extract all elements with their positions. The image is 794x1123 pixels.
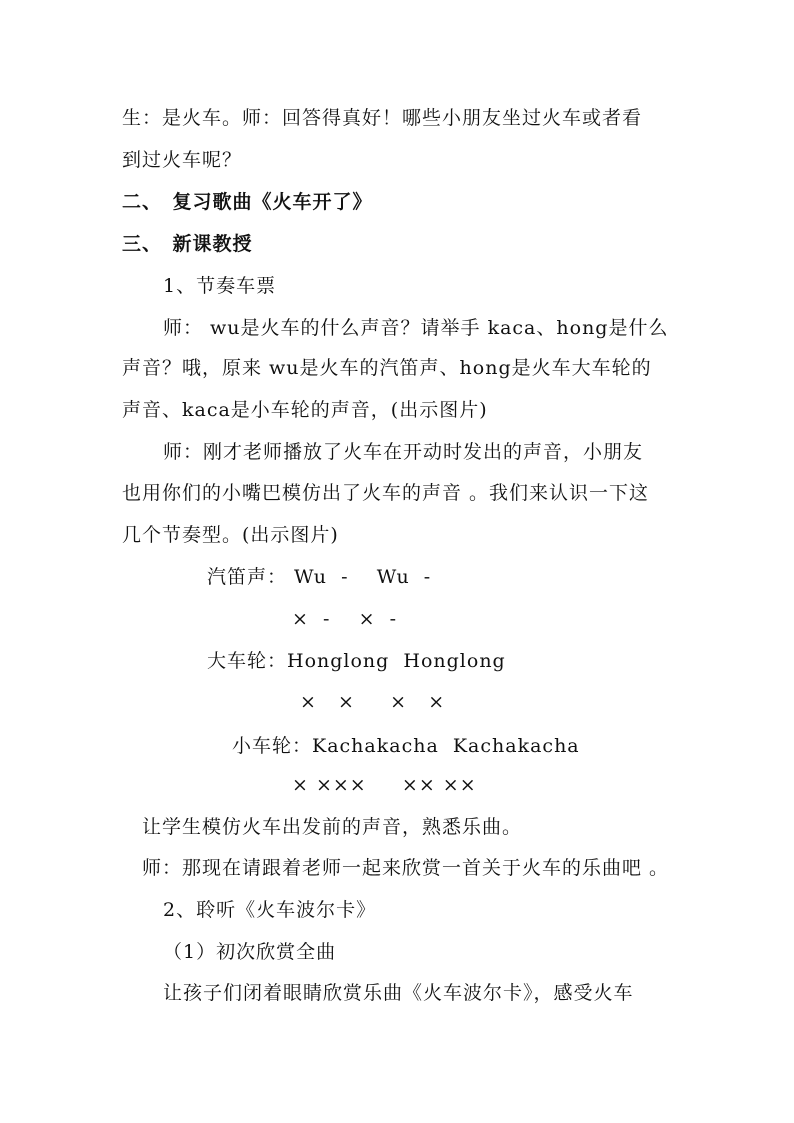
subheading-rhythm-ticket: 1、节奏车票 — [163, 275, 277, 297]
section-heading-2: 二、 复习歌曲《火车开了》 — [122, 191, 373, 213]
subheading-listen: 2、聆听《火车波尔卡》 — [163, 899, 377, 921]
text-line-6: 师： wu是火车的什么声音？请举手 kaca、hong是什么 — [163, 317, 669, 339]
text-line-10: 也用你们的小嘴巴模仿出了火车的声音 。我们来认识一下这 — [122, 482, 650, 504]
section-heading-3: 三、 新课教授 — [122, 233, 253, 255]
text-line-8: 声音、kaca是小车轮的声音，(出示图片) — [122, 399, 488, 421]
text-line-18: 让学生模仿火车出发前的声音，熟悉乐曲。 — [142, 816, 523, 838]
rhythm-big-wheel-words: 大车轮：Honglong Honglong — [207, 650, 506, 672]
rhythm-whistle-words: 汽笛声： Wu - Wu - — [207, 566, 432, 588]
text-line-7: 声音？哦，原来 wu是火车的汽笛声、hong是火车大车轮的 — [122, 357, 652, 379]
text-line-2: 到过火车呢？ — [122, 149, 243, 171]
text-line-22: 让孩子们闭着眼睛欣赏乐曲《火车波尔卡》，感受火车 — [163, 982, 634, 1004]
rhythm-whistle-notes: × - × - — [292, 608, 397, 630]
rhythm-big-wheel-notes: × × × × — [300, 691, 446, 713]
text-line-19: 师：那现在请跟着老师一起来欣赏一首关于火车的乐曲吧 。 — [142, 857, 670, 879]
text-line-11: 几个节奏型。(出示图片) — [122, 524, 339, 546]
rhythm-small-wheel-notes: × ××× ×× ×× — [292, 774, 477, 796]
text-line-9: 师：刚才老师播放了火车在开动时发出的声音，小朋友 — [163, 441, 644, 463]
subheading-first-listen: （1）初次欣赏全曲 — [163, 941, 337, 963]
rhythm-small-wheel-words: 小车轮：Kachakacha Kachakacha — [232, 735, 580, 757]
text-line-1: 生：是火车。师：回答得真好！哪些小朋友坐过火车或者看 — [122, 107, 643, 129]
